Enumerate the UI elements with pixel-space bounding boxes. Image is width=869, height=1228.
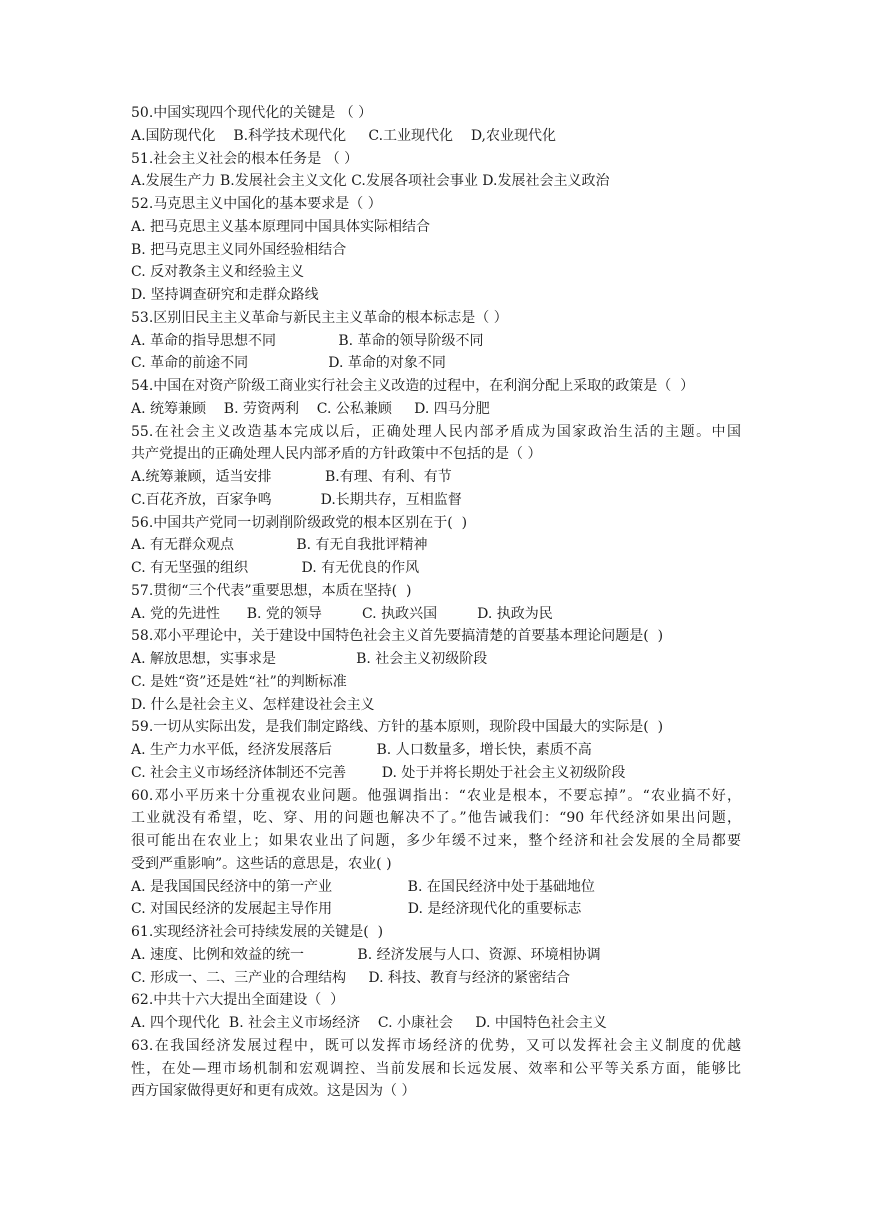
question-59: 59.一切从实际出发，是我们制定路线、方针的基本原则，现阶段中国最大的实际是( ) [131,719,664,736]
question-56: 56.中国共产党同一切剥削阶级政党的根本区别在于( ) [131,514,468,531]
question-60 [131,785,741,876]
question-63-line-1: 63.在我国经济发展过程中，既可以发挥市场经济的优势，又可以发挥社会主义制度的优越 [131,1037,741,1054]
options-61-ab: A. 速度、比例和效益的统一 B. 经济发展与人口、资源、环境相协调 [131,946,601,963]
option-52-b: B. 把马克思主义同外国经验相结合 [131,241,347,258]
option-52-d: D. 坚持调查研究和走群众路线 [131,287,319,303]
question-55-line-2: 共产党提出的正确处理人民内部矛盾的方针政策中不包括的是（ ） [131,446,542,463]
options-51: A.发展生产力 B.发展社会主义文化 C.发展各项社会事业 D.发展社会主义政治 [131,173,610,190]
option-52-a: A. 把马克思主义基本原理同中国具体实际相结合 [131,218,431,235]
question-55-line-1: 55.在社会主义改造基本完成以后，正确处理人民内部矛盾成为国家政治生活的主题。中国 [131,423,741,440]
options-56-ab: A. 有无群众观点 B. 有无自我批评精神 [131,537,428,554]
option-52-c: C. 反对教条主义和经验主义 [131,264,305,281]
question-63-line-3: 西方国家做得更好和更有成效。这是因为（ ） [131,1083,416,1100]
options-59-cd: C. 社会主义市场经济体制还不完善 D. 处于并将长期处于社会主义初级阶段 [131,764,626,781]
question-51: 51.社会主义社会的根本任务是 （ ） [131,150,359,167]
question-60-line-3: 很可能出在农业上；如果农业出了问题，多少年缓不过来，整个经济和社会发展的全局都要 [131,833,741,849]
question-63 [131,1035,741,1103]
options-60-ab: A. 是我国国民经济中的第一产业 B. 在国民经济中处于基础地位 [131,878,595,895]
options-58-ab: A. 解放思想，实事求是 B. 社会主义初级阶段 [131,651,488,667]
question-52: 52.马克思主义中国化的基本要求是（ ） [131,196,382,212]
question-55 [131,421,741,467]
options-61-cd: C. 形成一、二、三产业的合理结构 D. 科技、教育与经济的紧密结合 [131,969,570,986]
options-59-ab: A. 生产力水平低，经济发展落后 B. 人口数量多，增长快，素质不高 [131,742,592,758]
options-62: A. 四个现代化 B. 社会主义市场经济 C. 小康社会 D. 中国特色社会主义 [131,1015,607,1031]
exam-page [131,102,741,1103]
option-58-d: D. 什么是社会主义、怎样建设社会主义 [131,696,375,713]
question-60-line-1: 60.邓小平历来十分重视农业问题。他强调指出：“农业是根本，不要忘掉”。“农业搞不好， [131,787,741,804]
options-53-cd: C. 革命的前途不同 D. 革命的对象不同 [131,355,446,372]
question-50: 50.中国实现四个现代化的关键是 （ ） [131,105,373,121]
options-55-ab: A.统筹兼顾，适当安排 B.有理、有利、有节 [131,469,452,485]
options-50: A.国防现代化 B.科学技术现代化 C.工业现代化 D,农业现代化 [131,127,556,144]
options-54: A. 统筹兼顾 B. 劳资两利 C. 公私兼顾 D. 四马分肥 [131,400,490,417]
options-56-cd: C. 有无坚强的组织 D. 有无优良的作风 [131,560,420,576]
option-58-c: C. 是姓“资”还是姓“社”的判断标准 [131,673,347,690]
question-63-line-2: 性，在处—理市场机制和宏观调控、当前发展和长远发展、效率和公平等关系方面，能够比 [131,1060,741,1077]
question-62: 62.中共十六大提出全面建设（ ） [131,992,345,1009]
options-53-ab: A. 革命的指导思想不同 B. 革命的领导阶级不同 [131,332,484,349]
question-58: 58.邓小平理论中，关于建设中国特色社会主义首先要搞清楚的首要基本理论问题是( ) [131,628,664,645]
question-53: 53.区别旧民主主义革命与新民主主义革命的根本标志是（ ） [131,309,508,326]
question-60-line-2: 工业就没有希望，吃、穿、用的问题也解决不了。”他告诫我们：“90 年代经济如果出问题， [131,810,741,827]
question-54: 54.中国在对资产阶级工商业实行社会主义改造的过程中，在利润分配上采取的政策是（ ） [131,378,695,394]
question-61: 61.实现经济社会可持续发展的关键是( ) [131,924,384,940]
question-60-line-4: 受到严重影响”。这些话的意思是，农业( ) [131,855,392,872]
options-60-cd: C. 对国民经济的发展起主导作用 D. 是经济现代化的重要标志 [131,901,582,918]
question-57: 57.贯彻“三个代表”重要思想，本质在坚持( ) [131,582,412,599]
options-57: A. 党的先进性 B. 党的领导 C. 执政兴国 D. 执政为民 [131,605,553,622]
options-55-cd: C.百花齐放，百家争鸣 D.长期共存，互相监督 [131,491,462,508]
